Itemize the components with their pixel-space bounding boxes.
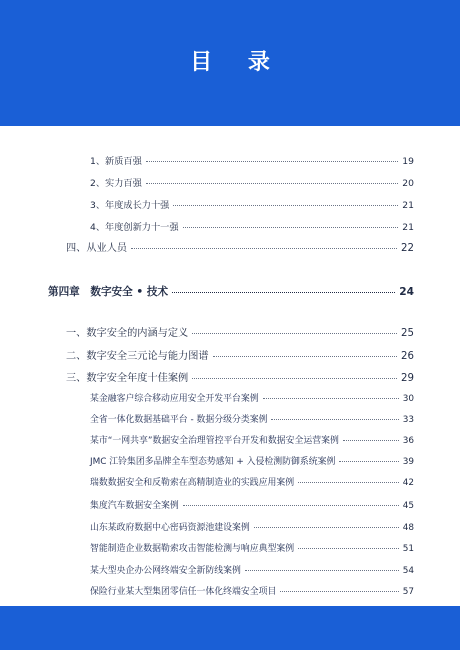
toc-leader-dots [183,227,399,228]
toc-entry[interactable] [66,369,414,384]
toc-page-number: 24 [399,286,414,298]
toc-entry-label: 某大型央企办公网终端安全新防线案例 [90,566,241,576]
toc-entry-label: 第四章 数字安全 • 技术 [48,286,169,298]
toc-case-entry[interactable] [90,433,414,446]
toc-page-number: 21 [402,200,414,211]
toc-leader-dots [183,505,399,506]
toc-leader-dots [213,356,397,357]
toc-case-entry[interactable] [90,541,414,554]
toc-chapter-entry[interactable] [48,284,414,299]
toc-leader-dots [298,482,399,483]
toc-page-number: 25 [401,328,414,339]
toc-entry[interactable] [66,347,414,362]
toc-case-entry[interactable] [90,412,414,425]
toc-entry-label: JMC 江铃集团多品牌全车型态势感知 + 入侵检测防御系统案例 [90,457,336,467]
toc-entry[interactable] [90,153,414,167]
toc-leader-dots [245,570,399,571]
toc-page-number: 33 [402,415,414,425]
toc-case-entry[interactable] [90,391,414,404]
toc-entry-label: 四、从业人员 [66,243,128,254]
toc-case-entry[interactable] [90,475,414,488]
toc-leader-dots [271,419,398,420]
toc-case-entry[interactable] [90,454,414,467]
toc-entry[interactable] [66,324,414,339]
toc-entry-label: 一、数字安全的内涵与定义 [66,328,189,339]
toc-case-entry[interactable] [90,520,414,533]
toc-leader-dots [298,548,399,549]
toc-entry-label: 3、年度成长力十强 [90,200,170,211]
toc-case-entry[interactable] [90,584,414,597]
toc-page-number: 48 [402,523,414,533]
toc-entry[interactable] [90,197,414,211]
toc-entry-label: 1、新质百强 [90,156,142,167]
toc-entry-label: 集度汽车数据安全案例 [90,501,179,511]
toc-page-number: 22 [401,243,414,254]
toc-entry-label: 瑞数数据安全和反勒索在高精制造业的实践应用案例 [90,478,295,488]
toc-page-number: 57 [402,587,414,597]
toc-leader-dots [192,378,397,379]
toc-leader-dots [280,591,398,592]
toc-leader-dots [254,527,399,528]
toc-leader-dots [173,205,398,206]
toc-leader-dots [192,333,397,334]
toc-case-entry[interactable] [90,498,414,511]
toc-entry-label: 2、实力百强 [90,178,142,189]
toc-leader-dots [172,292,395,293]
footer-banner [0,606,460,650]
toc-entry-label: 三、数字安全年度十佳案例 [66,373,189,384]
toc-entry-label: 智能制造企业数据勒索攻击智能检测与响应典型案例 [90,544,295,554]
toc-page-number: 29 [401,373,414,384]
toc-page-number: 36 [402,436,414,446]
toc-leader-dots [263,398,399,399]
toc-page-number: 45 [402,501,414,511]
toc-leader-dots [339,461,398,462]
toc-entry[interactable] [90,175,414,189]
toc-entry[interactable] [90,219,414,233]
toc-page-number: 21 [402,222,414,233]
toc-page-number: 39 [402,457,414,467]
toc-page-number: 19 [402,156,414,167]
toc-leader-dots [131,248,397,249]
toc-leader-dots [146,161,399,162]
toc-entry-label: 4、年度创新力十一强 [90,222,179,233]
page-title: 目 录 [190,49,284,75]
toc-entry-label: 保险行业某大型集团零信任一体化终端安全项目 [90,587,277,597]
toc-entry[interactable] [66,239,414,254]
toc-page-number: 51 [402,544,414,554]
toc-entry-label: 某市“一网共享”数据安全治理管控平台开发和数据安全运营案例 [90,436,339,446]
toc-page-number: 54 [402,566,414,576]
toc-entry-label: 某金融客户综合移动应用安全开发平台案例 [90,394,259,404]
toc-page-number: 42 [402,478,414,488]
toc-page-number: 26 [401,351,414,362]
toc-page-number: 30 [402,394,414,404]
toc-entry-label: 二、数字安全三元论与能力图谱 [66,351,209,362]
toc-case-entry[interactable] [90,563,414,576]
toc-leader-dots [343,440,399,441]
toc-leader-dots [146,183,399,184]
toc-entry-label: 山东某政府数据中心密码资源池建设案例 [90,523,250,533]
toc-entry-label: 全省一体化数据基础平台 - 数据分级分类案例 [90,415,268,425]
toc-page-number: 20 [402,178,414,189]
